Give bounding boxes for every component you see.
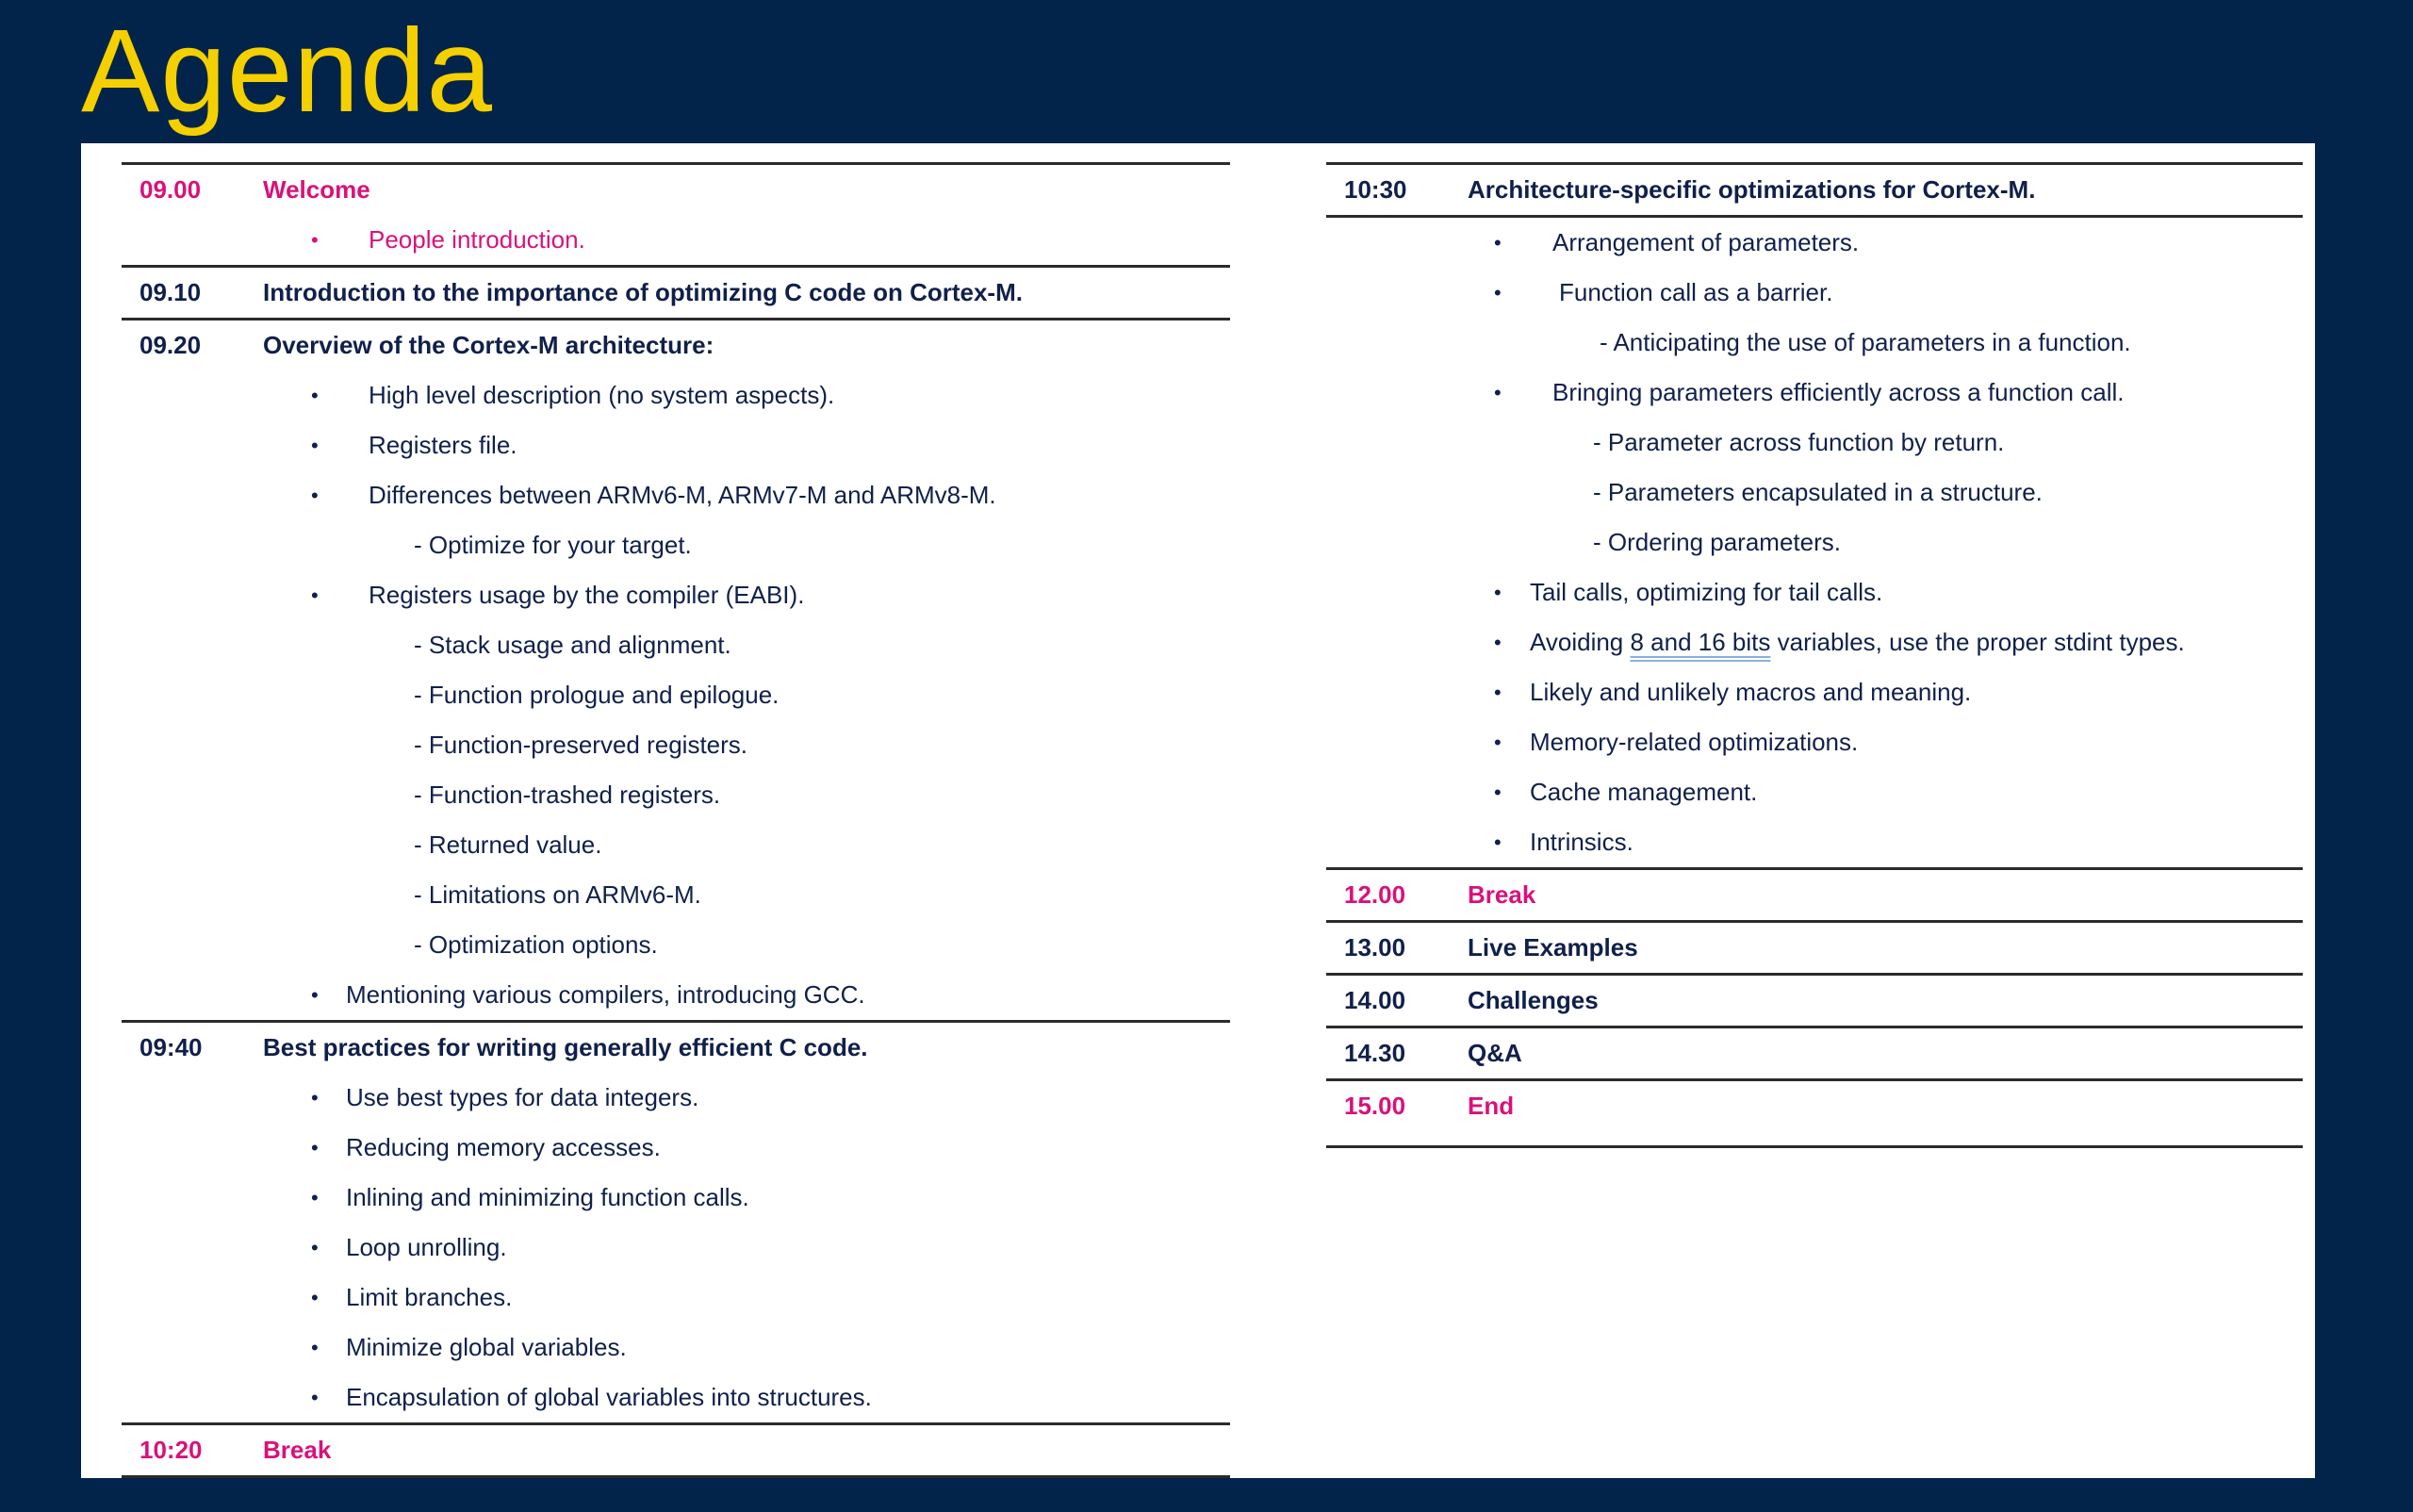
session-time: 14.30 bbox=[1344, 1039, 1406, 1067]
agenda-item: Tail calls, optimizing for tail calls. bbox=[1530, 578, 1883, 606]
agenda-item: Registers file. bbox=[369, 431, 517, 459]
agenda-item: Mentioning various compilers, introducing GCC. bbox=[346, 980, 865, 1009]
session-time: 09.20 bbox=[140, 331, 202, 359]
session-title: Introduction to the importance of optimizing C code on Cortex-M. bbox=[263, 278, 1023, 306]
agenda-item: Registers usage by the compiler (EABI). bbox=[369, 581, 805, 609]
slide-title: Agenda bbox=[81, 6, 493, 137]
bullet-icon: • bbox=[311, 1236, 319, 1259]
session-title: Q&A bbox=[1468, 1039, 1522, 1067]
agenda-item: High level description (no system aspects). bbox=[369, 381, 835, 409]
session-1030 bbox=[1326, 162, 2303, 215]
session-0910 bbox=[122, 265, 1230, 318]
bullet-icon: • bbox=[311, 1086, 319, 1109]
bullet-icon: • bbox=[311, 484, 319, 507]
session-1400 bbox=[1326, 973, 2303, 1026]
session-1030-items bbox=[1326, 215, 2303, 867]
bullet-icon: • bbox=[1494, 231, 1502, 255]
agenda-subitem: - Parameters encapsulated in a structure. bbox=[1593, 478, 2043, 506]
agenda-document bbox=[81, 143, 2315, 1478]
bullet-icon: • bbox=[311, 583, 319, 607]
agenda-item: Intrinsics. bbox=[1530, 828, 1633, 856]
session-0920 bbox=[122, 318, 1230, 1020]
agenda-subitem: - Ordering parameters. bbox=[1593, 528, 1841, 556]
agenda-item-stdint: Avoiding 8 and 16 bits variables, use the proper stdint types. bbox=[1530, 628, 2185, 656]
session-1200 bbox=[1326, 867, 2303, 920]
session-time: 09.00 bbox=[140, 175, 202, 204]
session-title: Break bbox=[263, 1436, 332, 1464]
agenda-item: Limit branches. bbox=[346, 1283, 513, 1311]
agenda-item: Minimize global variables. bbox=[346, 1333, 627, 1361]
agenda-subitem: - Parameter across function by return. bbox=[1593, 428, 2005, 456]
session-time: 13.00 bbox=[1344, 933, 1406, 961]
bullet-icon: • bbox=[311, 1336, 319, 1359]
agenda-item: Memory-related optimizations. bbox=[1530, 728, 1859, 756]
agenda-item: Encapsulation of global variables into structures. bbox=[346, 1383, 872, 1411]
agenda-subitem: - Optimize for your target. bbox=[414, 531, 692, 559]
bullet-icon: • bbox=[1494, 381, 1502, 404]
agenda-item: Use best types for data integers. bbox=[346, 1083, 699, 1111]
agenda-subitem: - Returned value. bbox=[414, 830, 602, 859]
session-0900 bbox=[122, 162, 1230, 265]
session-0940 bbox=[122, 1020, 1230, 1422]
agenda-item: Loop unrolling. bbox=[346, 1233, 507, 1261]
session-time: 15.00 bbox=[1344, 1092, 1406, 1120]
bullet-icon: • bbox=[311, 384, 319, 407]
session-title: Architecture-specific optimizations for Cortex-M. bbox=[1468, 175, 2036, 204]
session-1300 bbox=[1326, 920, 2303, 973]
agenda-subitem: - Limitations on ARMv6-M. bbox=[414, 880, 701, 909]
bullet-icon: • bbox=[1494, 781, 1502, 804]
session-time: 12.00 bbox=[1344, 880, 1406, 909]
bullet-icon: • bbox=[311, 434, 319, 457]
session-title: Break bbox=[1468, 880, 1536, 909]
session-time: 10:30 bbox=[1344, 175, 1407, 204]
agenda-left-column bbox=[122, 162, 1230, 1478]
session-title: Welcome bbox=[263, 175, 370, 204]
session-1020 bbox=[122, 1422, 1230, 1478]
session-title: Overview of the Cortex-M architecture: bbox=[263, 331, 714, 359]
session-time: 14.00 bbox=[1344, 986, 1406, 1014]
agenda-right-column bbox=[1326, 162, 2303, 1148]
bullet-icon: • bbox=[1494, 681, 1502, 704]
agenda-subitem: - Function-preserved registers. bbox=[414, 731, 748, 759]
agenda-subitem: - Function-trashed registers. bbox=[414, 781, 721, 809]
bullet-icon: • bbox=[1494, 731, 1502, 754]
session-time: 10:20 bbox=[140, 1436, 203, 1464]
agenda-subitem: - Anticipating the use of parameters in a function. bbox=[1600, 328, 2131, 356]
session-1430 bbox=[1326, 1026, 2303, 1078]
agenda-item: Differences between ARMv6-M, ARMv7-M and ARMv8-M. bbox=[369, 481, 996, 509]
bullet-icon: • bbox=[311, 228, 319, 252]
bullet-icon: • bbox=[311, 983, 319, 1007]
bullet-icon: • bbox=[311, 1286, 319, 1309]
agenda-item: Cache management. bbox=[1530, 778, 1758, 806]
bullet-icon: • bbox=[1494, 281, 1502, 304]
agenda-item: People introduction. bbox=[369, 225, 585, 254]
session-time: 09:40 bbox=[140, 1033, 203, 1061]
bullet-icon: • bbox=[311, 1386, 319, 1409]
agenda-item: Bringing parameters efficiently across a function call. bbox=[1552, 378, 2125, 406]
agenda-item: Likely and unlikely macros and meaning. bbox=[1530, 678, 1972, 706]
session-1500 bbox=[1326, 1078, 2303, 1148]
bullet-icon: • bbox=[311, 1136, 319, 1159]
bullet-icon: • bbox=[1494, 830, 1502, 854]
agenda-item: Inlining and minimizing function calls. bbox=[346, 1183, 749, 1211]
bullet-icon: • bbox=[311, 1186, 319, 1209]
agenda-item: Arrangement of parameters. bbox=[1552, 228, 1860, 256]
session-title: Best practices for writing generally efficient C code. bbox=[263, 1033, 868, 1061]
agenda-subitem: - Stack usage and alignment. bbox=[414, 631, 731, 659]
session-title: End bbox=[1468, 1092, 1515, 1120]
session-title: Challenges bbox=[1468, 986, 1599, 1014]
bullet-icon: • bbox=[1494, 581, 1502, 604]
agenda-item: Function call as a barrier. bbox=[1559, 278, 1833, 306]
session-title: Live Examples bbox=[1468, 933, 1638, 961]
agenda-subitem: - Optimization options. bbox=[414, 930, 658, 959]
agenda-item: Reducing memory accesses. bbox=[346, 1133, 661, 1161]
agenda-subitem: - Function prologue and epilogue. bbox=[414, 681, 780, 709]
session-time: 09.10 bbox=[140, 278, 202, 306]
bullet-icon: • bbox=[1494, 631, 1502, 654]
